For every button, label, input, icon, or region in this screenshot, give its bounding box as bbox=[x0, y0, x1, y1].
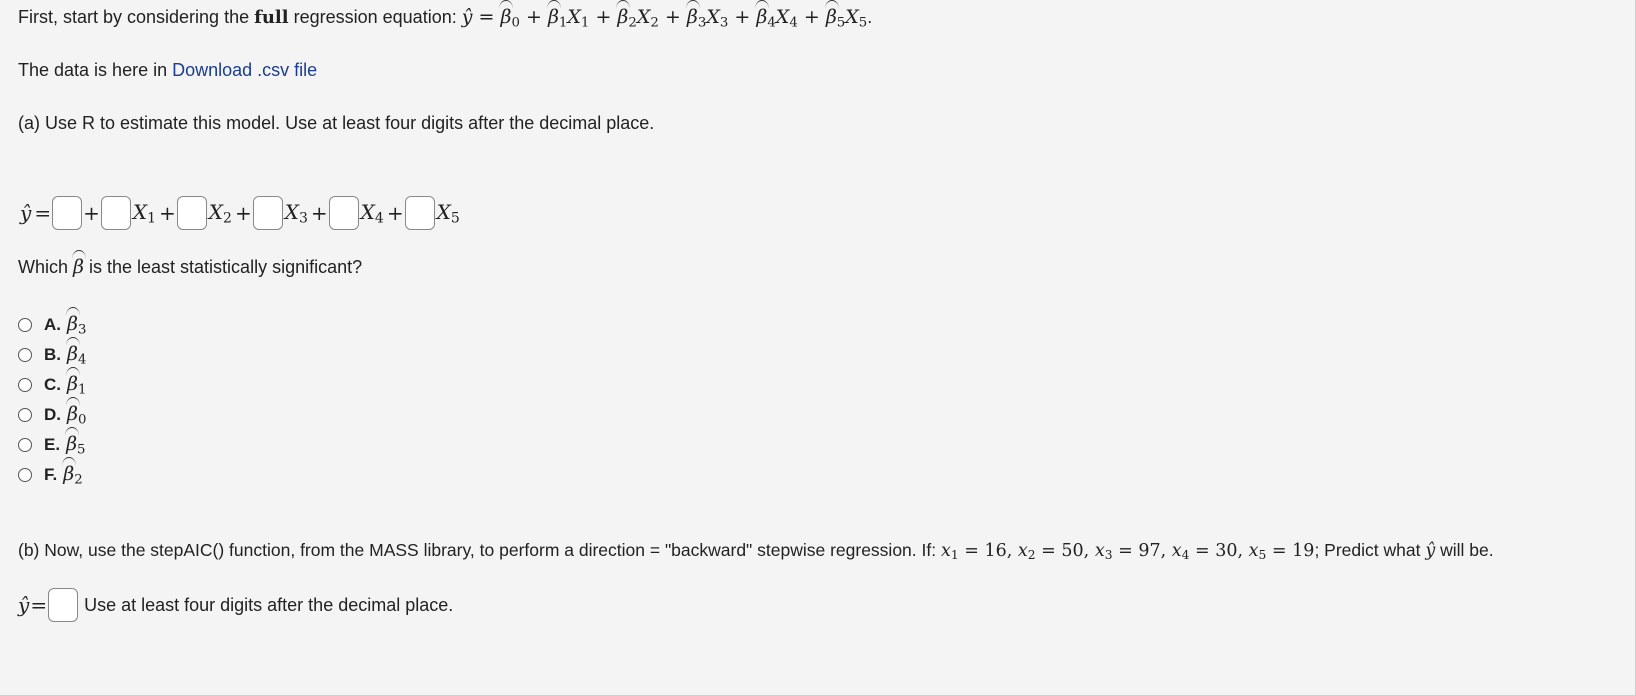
plus-sign: + bbox=[234, 201, 252, 225]
option-beta: $\beta_3$ bbox=[67, 312, 87, 338]
option-letter: B. bbox=[44, 345, 61, 364]
var-x1: $X_1$ bbox=[132, 199, 157, 227]
option-beta: $\beta_2$ bbox=[63, 462, 83, 488]
question-before: Which bbox=[18, 257, 74, 277]
prediction-input[interactable] bbox=[48, 588, 78, 622]
part-b-prompt-mid: ; Predict what bbox=[1314, 540, 1426, 560]
option-beta: $\beta_0$ bbox=[67, 402, 87, 428]
option-a-radio[interactable] bbox=[18, 318, 32, 332]
part-b-prompt-start: (b) Now, use the stepAIC() function, from the MASS library, to perform a direction = "backward" stepwise regression. If: bbox=[18, 540, 941, 560]
var-x2: $X_2$ bbox=[208, 199, 232, 227]
coef-x3-input[interactable] bbox=[253, 196, 283, 230]
option-letter: C. bbox=[44, 375, 61, 394]
plus-sign: + bbox=[310, 201, 328, 225]
var-x4: $X_4$ bbox=[360, 199, 384, 227]
option-letter: A. bbox=[44, 315, 61, 334]
var-x5: $X_5$ bbox=[436, 199, 460, 227]
option-a[interactable] bbox=[18, 310, 86, 340]
part-b-prompt: (b) Now, use the stepAIC() function, from the MASS library, to perform a direction = "backward" stepwise regression. If: $x_1 = 16$, $x_2 = 50$, $x_3 = 97$, $x_4 = 30$, $x_5 = 19$; Predict what ŷ will be. bbox=[18, 540, 1494, 563]
coef-x2-input[interactable] bbox=[177, 196, 207, 230]
option-beta: $\beta_5$ bbox=[66, 432, 86, 458]
option-beta: $\beta_1$ bbox=[67, 372, 87, 398]
question-after: is the least statistically significant? bbox=[84, 257, 363, 277]
part-b-prompt-end: will be. bbox=[1435, 540, 1494, 560]
plus-sign: + bbox=[83, 201, 100, 225]
coef-x1-input[interactable] bbox=[101, 196, 131, 230]
significance-question bbox=[18, 256, 362, 278]
option-e[interactable] bbox=[18, 430, 86, 460]
intro-suffix: regression equation: bbox=[288, 7, 462, 27]
option-f-radio[interactable] bbox=[18, 468, 32, 482]
option-c-radio[interactable] bbox=[18, 378, 32, 392]
option-letter: D. bbox=[44, 405, 61, 424]
predictor-values: $x_1 = 16$, $x_2 = 50$, $x_3 = 97$, $x_4 = 30$, $x_5 = 19$ bbox=[940, 541, 1315, 563]
intro-line bbox=[18, 6, 872, 30]
option-b-radio[interactable] bbox=[18, 348, 32, 362]
estimate-equation-row bbox=[18, 196, 462, 230]
download-csv-link[interactable]: Download .csv file bbox=[172, 60, 318, 80]
coef-x4-input[interactable] bbox=[329, 196, 359, 230]
prediction-hint: Use at least four digits after the decimal place. bbox=[84, 594, 454, 615]
option-d[interactable] bbox=[18, 400, 86, 430]
y-hat-symbol: ŷ bbox=[20, 201, 32, 225]
answer-options bbox=[18, 310, 86, 490]
option-d-radio[interactable] bbox=[18, 408, 32, 422]
prediction-row bbox=[18, 588, 453, 622]
var-x3: $X_3$ bbox=[284, 199, 308, 227]
beta-hat-symbol: β bbox=[73, 256, 84, 278]
intro-prefix: First, start by considering the bbox=[18, 7, 255, 27]
full-regression-equation: ŷ = $\beta_0 + \beta_1X_1 + \beta_2X_2 + \beta_3X_3 + \beta_4X_4 + \beta_5X_5$ bbox=[461, 6, 868, 31]
part-a-prompt: (a) Use R to estimate this model. Use at least four digits after the decimal place. bbox=[18, 113, 655, 133]
intercept-input[interactable] bbox=[52, 196, 82, 230]
data-line bbox=[18, 60, 317, 81]
data-line-text: The data is here in bbox=[18, 60, 173, 80]
plus-sign: + bbox=[386, 201, 404, 225]
option-c[interactable] bbox=[18, 370, 86, 400]
equals-sign: = bbox=[34, 201, 52, 225]
equals-sign: = bbox=[30, 593, 48, 617]
option-letter: E. bbox=[44, 435, 61, 454]
option-e-radio[interactable] bbox=[18, 438, 32, 452]
option-f[interactable] bbox=[18, 460, 86, 490]
option-letter: F. bbox=[44, 465, 58, 484]
option-b[interactable] bbox=[18, 340, 86, 370]
intro-bold-word: full bbox=[254, 7, 289, 28]
intro-period: . bbox=[867, 7, 873, 27]
option-beta: $\beta_4$ bbox=[67, 342, 87, 368]
y-hat-symbol: ŷ bbox=[18, 593, 30, 617]
coef-x5-input[interactable] bbox=[405, 196, 435, 230]
plus-sign: + bbox=[159, 201, 176, 225]
